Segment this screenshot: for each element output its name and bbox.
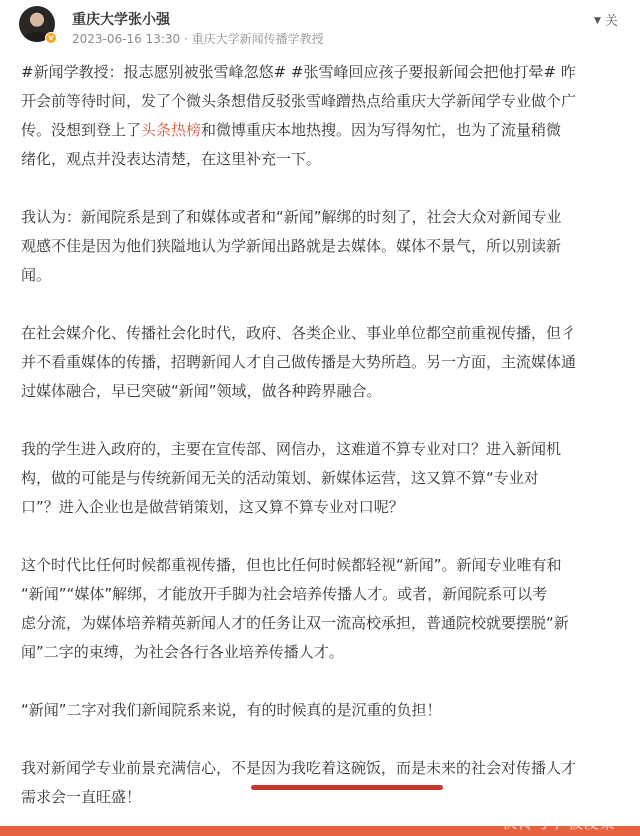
text-line: 构，做的可能是与传统新闻无关的活动策划、新媒体运营，这又算不算“专业对: [21, 469, 539, 487]
text-line: 虑分流，为媒体培养精英新闻人才的任务让双一流高校承担，普通院校就要摆脱“新: [21, 614, 569, 632]
paragraph-gap: [21, 174, 640, 203]
highlight-underline: [251, 785, 443, 790]
meta-separator: ·: [183, 32, 188, 46]
text-line: “新闻”二字对我们新闻院系来说，有的时候真的是沉重的负担！: [21, 701, 442, 719]
text-line: 开会前等待时间，发了个微头条想借反驳张雪峰蹭热点给重庆大学新闻学专业做个广: [21, 92, 577, 110]
text-line: 并不看重媒体的传播，招聘新闻人才自己做传播是大势所趋。另一方面，主流媒体通: [21, 353, 577, 371]
source-watermark: 快传号 / 极凌梁: [502, 814, 616, 832]
author-bio: 重庆大学新闻传播学教授: [191, 32, 324, 46]
text-line: 我认为：新闻院系是到了和媒体或者和“新闻”解绑的时刻了，社会大众对新闻专业: [21, 208, 562, 226]
verified-v-icon: v: [45, 32, 57, 44]
text-line: 在社会媒介化、传播社会化时代，政府、各类企业、事业单位都空前重视传播，但彳: [21, 324, 577, 342]
text-line: 我对新闻学专业前景充满信心，不是因为我吃着这碗饭，而是未来的社会对传播人才: [21, 759, 577, 777]
follow-label: 关: [604, 14, 618, 29]
paragraph-gap: [21, 522, 640, 551]
paragraph-gap: [21, 725, 640, 754]
right-edge-fade: [628, 54, 640, 826]
text-line: [21, 116, 640, 145]
post-header: [0, 0, 640, 54]
text-line: 我的学生进入政府的，主要在宣传部、网信办，这难道不算专业对口？进入新闻机: [21, 440, 562, 458]
follow-button[interactable]: [594, 10, 618, 29]
post-meta: [72, 30, 324, 47]
text-line: 绪化，观点并没表达清楚，在这里补充一下。: [21, 150, 322, 168]
hot-list-link[interactable]: 头条热榜: [141, 121, 202, 139]
paragraph-gap: [21, 667, 640, 696]
text-line: 观感不佳是因为他们狭隘地认为学新闻出路就是去媒体。媒体不景气，所以别读新: [21, 237, 562, 255]
text-segment: 和微博重庆本地热搜。因为写得匆忙，也为了流量稍微: [201, 121, 562, 139]
text-line: #新闻学教授：报志愿别被张雪峰忽悠# #张雪峰回应孩子要报新闻会把他打晕# 昨: [21, 63, 576, 81]
text-line: 口”？进入企业也是做营销策划，这又算不算专业对口呢？: [21, 498, 404, 516]
text-line: 闻”二字的束缚，为社会各行各业培养传播人才。: [21, 643, 344, 661]
post-timestamp: 2023-06-16 13:30: [72, 32, 181, 46]
text-line: 闻。: [21, 266, 52, 284]
text-line: “新闻”“媒体”解绑，才能放开手脚为社会培养传播人才。或者，新闻院系可以考: [21, 585, 548, 603]
text-line: 需求会一直旺盛！: [21, 788, 142, 806]
post-body: [21, 58, 640, 812]
text-line: 这个时代比任何时候都重视传播，但也比任何时候都轻视“新闻”。新闻专业唯有和: [21, 556, 562, 574]
author-name[interactable]: 重庆大学张小强: [72, 12, 170, 28]
text-line: 过媒体融合，早已突破“新闻”领域，做各种跨界融合。: [21, 382, 382, 400]
chevron-down-icon: ▼: [594, 16, 601, 26]
paragraph-gap: [21, 406, 640, 435]
text-segment: 传。没想到登上了: [21, 121, 142, 139]
paragraph-gap: [21, 290, 640, 319]
